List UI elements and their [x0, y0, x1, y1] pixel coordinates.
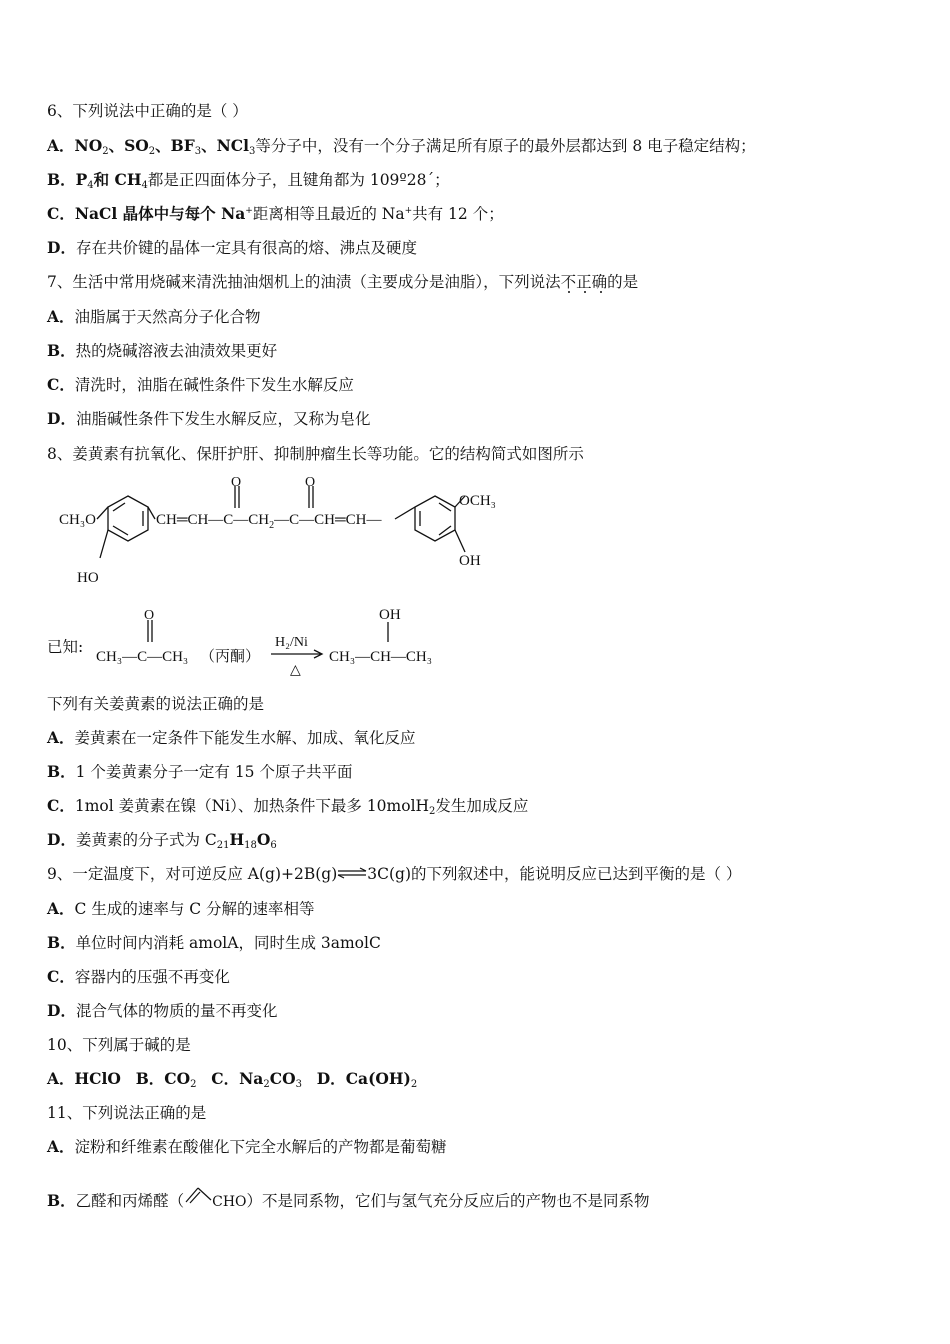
q7-option-b: B．热的烧碱溶液去油渍效果更好	[47, 341, 278, 360]
q8-option-a: A．姜黄素在一定条件下能发生水解、加成、氧化反应	[47, 728, 416, 747]
q7-option-d: D．油脂碱性条件下发生水解反应，又称为皂化	[47, 409, 371, 428]
q8-option-c: C．1mol 姜黄素在镍（Ni）、加热条件下最多 10molH$_2$发生加成反应	[47, 796, 529, 817]
q9-option-c: C．容器内的压强不再变化	[47, 967, 230, 986]
product-oh-label: OH	[379, 607, 401, 623]
q6-stem: 6、下列说法中正确的是（ ）	[47, 102, 248, 120]
curcumin-structure	[55, 474, 515, 592]
q6-option-c: C．NaCl 晶体中与每个 Na+距离相等且最近的 Na+共有 12 个；	[47, 204, 504, 223]
right-methoxy-label: OCH₃	[459, 493, 496, 509]
q8-stem: 8、姜黄素有抗氧化、保肝护肝、抑制肿瘤生长等功能。它的结构简式如图所示	[47, 445, 584, 463]
q6-option-d: D．存在共价键的晶体一定具有很高的熔、沸点及硬度	[47, 238, 417, 257]
q7-stem: 7、生活中常用烧碱来清洗抽油烟机上的油渍（主要成分是油脂），下列说法不正确 的是	[47, 273, 639, 291]
q9-option-a: A．C 生成的速率与 C 分解的速率相等	[47, 899, 315, 918]
equilibrium-arrow-icon	[337, 867, 367, 879]
q11-option-b: B．乙醛和丙烯醛（ CHO）不是同系物，它们与氢气充分反应后的产物也不是同系物	[47, 1182, 650, 1212]
carbonyl-o-label-1: O	[231, 475, 242, 490]
product-formula: CH₃—CH—CH₃	[329, 649, 432, 665]
q8-question: 下列有关姜黄素的说法正确的是	[47, 695, 265, 713]
q7-option-c: C．清洗时，油脂在碱性条件下发生水解反应	[47, 375, 354, 394]
heat-condition: △	[290, 663, 301, 676]
q11-option-a: A．淀粉和纤维素在酸催化下完全水解后的产物都是葡萄糖	[47, 1137, 447, 1156]
q8-option-d: D．姜黄素的分子式为 $C_{21}H_{18}O_6$	[47, 830, 277, 851]
acetone-reduction-equation	[93, 604, 463, 676]
q10-stem: 10、下列属于碱的是	[47, 1036, 191, 1054]
q8-option-b: B．1 个姜黄素分子一定有 15 个原子共平面	[47, 762, 353, 781]
q9-option-b: B．单位时间内消耗 amolA，同时生成 3amolC	[47, 933, 381, 952]
q7-option-a: A．油脂属于天然高分子化合物	[47, 307, 261, 326]
q9-option-d: D．混合气体的物质的量不再变化	[47, 1001, 278, 1020]
q11-stem: 11、下列说法正确的是	[47, 1104, 207, 1122]
carbonyl-o-label-2: O	[305, 475, 316, 490]
q6-option-a: A．$NO_2$、$SO_2$、$BF_3$、NCl$_3$等分子中，没有一个分子满足所有原子的最外层都达到 8 电子稳定结构；	[47, 136, 756, 157]
left-hydroxy-label: HO	[77, 570, 99, 586]
q8-known-label: 已知:	[47, 638, 84, 656]
q9-stem: 9、一定温度下，对可逆反应 A(g)+2B(g) 3C(g)的下列叙述中，能说明反应已达到平衡的是（ ）	[47, 865, 742, 883]
acetone-name: （丙酮）	[200, 649, 261, 665]
reagent-label: H₂/Ni	[275, 635, 308, 650]
right-hydroxy-label: OH	[459, 553, 481, 569]
left-methoxy-label: CH₃O	[59, 512, 96, 528]
q7-emphasis: 不正确	[560, 273, 608, 291]
acrolein-skeletal-icon	[184, 1182, 212, 1208]
acetone-formula: CH₃—C—CH₃	[96, 649, 189, 665]
q10-options: A．HClO B．$CO_2$ C．$Na_2CO_3$ D．$Ca(OH)_2$	[47, 1069, 418, 1090]
chain-label: $CH═CH—C—CH_2—C—CH═CH—$	[156, 512, 382, 531]
acetone-o-label: O	[144, 608, 155, 623]
q6-option-b: B．$P_4$和 $CH_4$都是正四面体分子，且键角都为 109º28´；	[47, 170, 450, 191]
